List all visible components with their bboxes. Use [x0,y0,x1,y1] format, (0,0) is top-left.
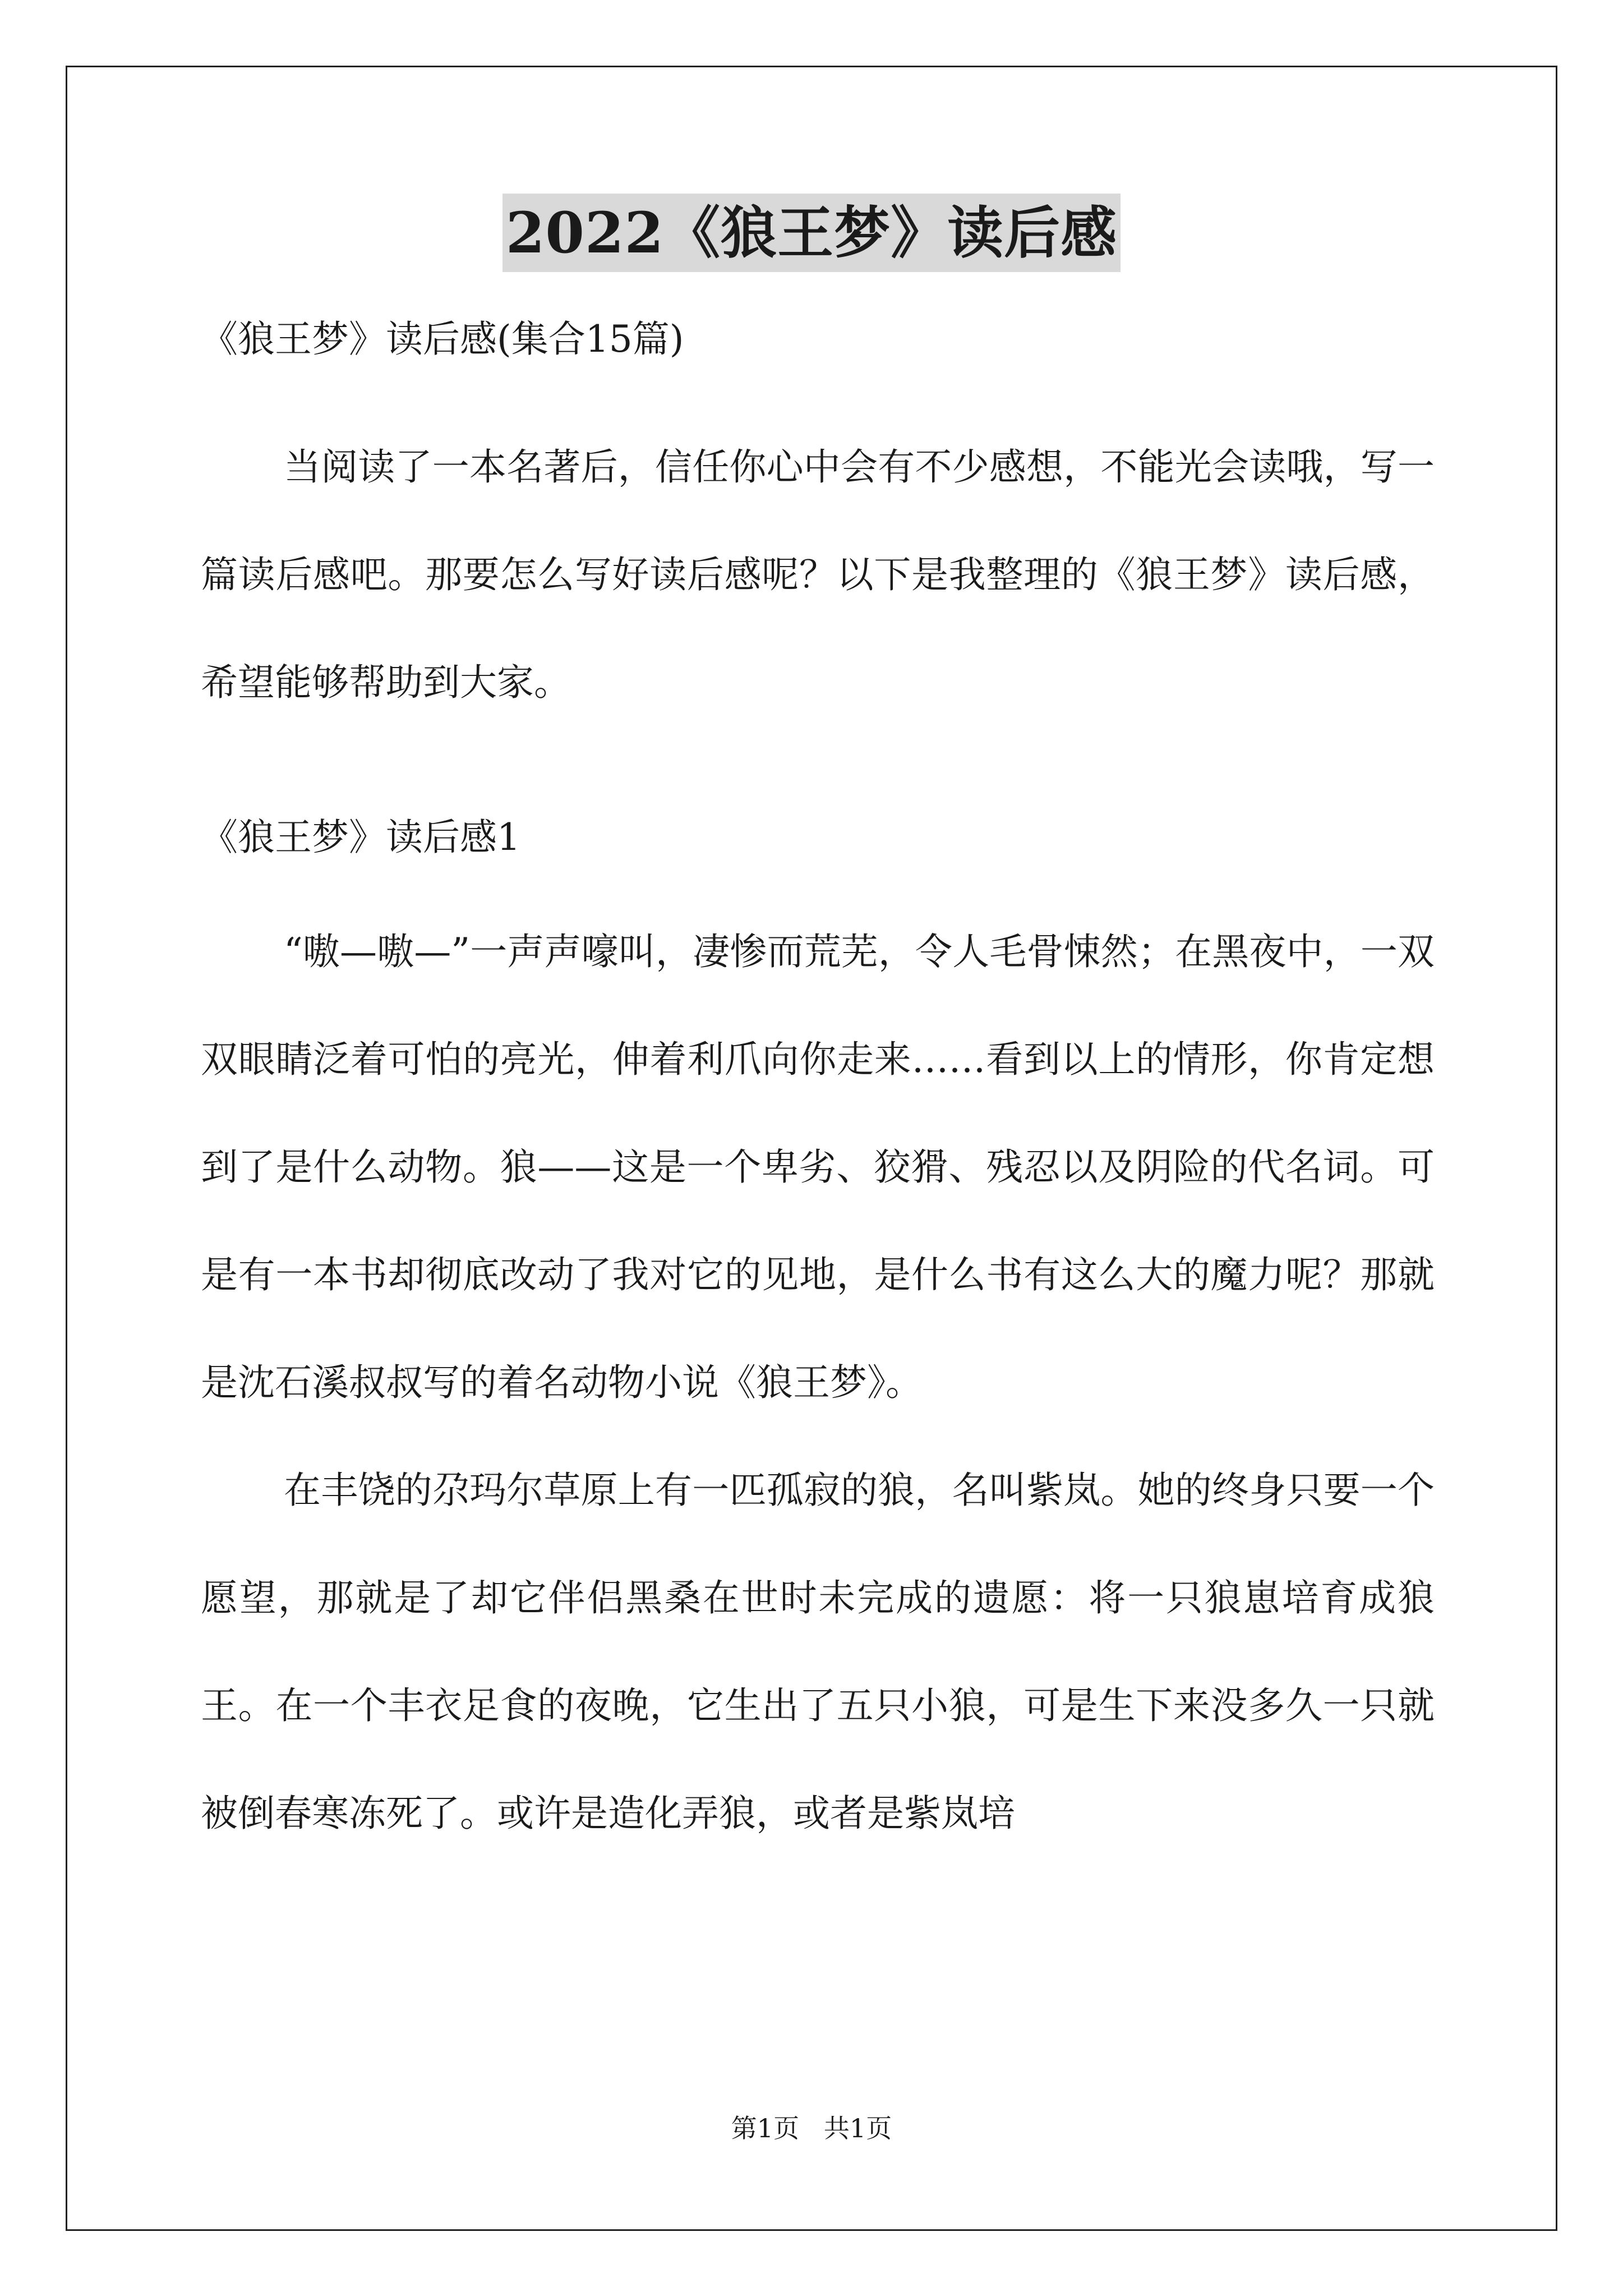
document-body [201,306,1435,1867]
body-paragraph-2: 在丰饶的尕玛尔草原上有一匹孤寂的狼，名叫紫岚。她的终身只要一个愿望，那就是了却它伴侣黑桑在世时未完成的遗愿：将一只狼崽培育成狼王。在一个丰衣足食的夜晚，它生出了五只小狼，可是生下来没多久一只就被倒春寒冻死了。或许是造化弄狼，或者是紫岚培 [201,1469,1435,1835]
section-heading: 《狼王梦》读后感1 [201,816,520,859]
document-title: 2022《狼王梦》读后感 [502,194,1121,272]
document-subtitle: 《狼王梦》读后感(集合15篇) [201,318,684,361]
title-container [0,194,1623,272]
section-spacer [201,737,1435,804]
intro-paragraph: 当阅读了一本名著后，信任你心中会有不少感想，不能光会读哦，写一篇读后感吧。那要怎么写好读后感呢？以下是我整理的《狼王梦》读后感，希望能够帮助到大家。 [201,445,1435,704]
body-paragraph-1: “嗷—嗷—”一声声嚎叫，凄惨而荒芜，令人毛骨悚然；在黑夜中，一双双眼睛泛着可怕的亮光，伸着利爪向你走来……看到以上的情形，你肯定想到了是什么动物。狼——这是一个卑劣、狡猾、残忍以及阴险的代名词。可是有一本书却彻底改动了我对它的见地，是什么书有这么大的魔力呢？那就是沈石溪叔叔写的着名动物小说《狼王梦》。 [201,930,1435,1404]
page-footer: 第1页 共1页 [731,2113,892,2143]
